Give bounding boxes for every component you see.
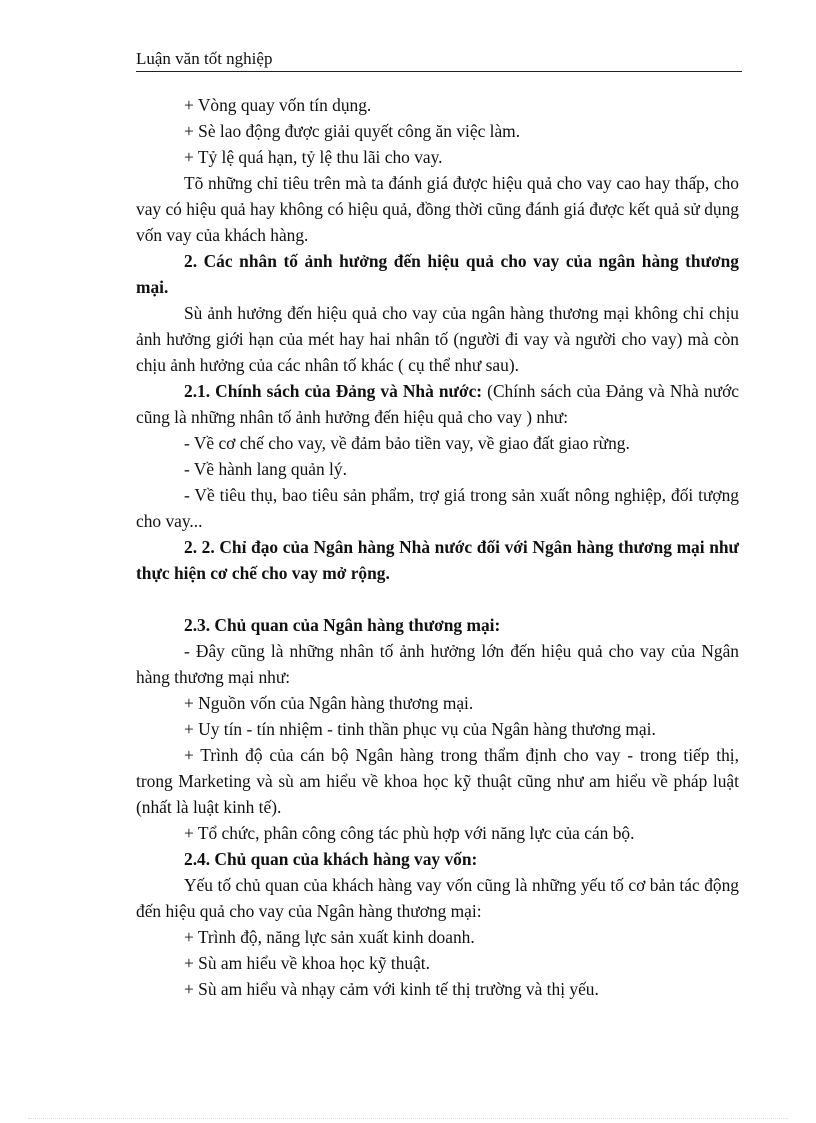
paragraph: Yếu tố chủ quan của khách hàng vay vốn cũng là những yếu tố cơ bản tác động đến hiệu quả cho vay của Ngân hàng thương mại:: [136, 875, 739, 921]
page-bottom-border: [28, 1118, 788, 1119]
paragraph: - Đây cũng là những nhân tố ảnh hưởng lớn đến hiệu quả cho vay của Ngân hàng thương mại như:: [136, 641, 739, 687]
list-item: + Sù am hiểu và nhạy cảm với kinh tế thị trường và thị yếu.: [184, 979, 599, 999]
list-item: + Vòng quay vốn tín dụng.: [184, 95, 372, 115]
list-item: - Về cơ chế cho vay, về đảm bảo tiền vay, về giao đất giao rừng.: [184, 433, 630, 453]
list-item: + Tổ chức, phân công công tác phù hợp với năng lực của cán bộ.: [184, 823, 635, 843]
paragraph: Tõ những chỉ tiêu trên mà ta đánh giá được hiệu quả cho vay cao hay thấp, cho vay có hiệu quả hay không có hiệu quả, đồng thời cũng đánh giá được kết quả sử dụng vốn vay của khách hàng.: [136, 173, 739, 245]
spacer: [136, 586, 739, 612]
list-item: + Sù am hiểu về khoa học kỹ thuật.: [184, 953, 430, 973]
list-item: + Tỷ lệ quá hạn, tỷ lệ thu lãi cho vay.: [184, 147, 443, 167]
list-item: + Uy tín - tín nhiệm - tinh thần phục vụ của Ngân hàng thương mại.: [184, 719, 656, 739]
list-item: - Về tiêu thụ, bao tiêu sản phẩm, trợ giá trong sản xuất nông nghiệp, đối tượng cho vay...: [136, 485, 739, 531]
list-item: + Sè lao động được giải quyết công ăn việc làm.: [184, 121, 521, 141]
section-heading-2: 2. Các nhân tố ảnh hưởng đến hiệu quả cho vay của ngân hàng thương mại.: [136, 251, 739, 297]
document-body: [136, 92, 739, 1002]
list-item: + Trình độ, năng lực sản xuất kinh doanh.: [184, 927, 475, 947]
section-heading-2-4: 2.4. Chủ quan của khách hàng vay vốn:: [184, 849, 478, 869]
section-heading-2-1: 2.1. Chính sách của Đảng và Nhà nước:: [184, 381, 483, 401]
section-2-1-paragraph: [136, 378, 739, 430]
section-heading-2-2: 2. 2. Chỉ đạo của Ngân hàng Nhà nước đối với Ngân hàng thương mại như thực hiện cơ chế cho vay mở rộng.: [136, 537, 739, 583]
list-item: - Về hành lang quản lý.: [184, 459, 347, 479]
list-item: + Trình độ của cán bộ Ngân hàng trong thẩm định cho vay - trong tiếp thị, trong Marketing và sù am hiểu về khoa học kỹ thuật cũng như am hiểu về pháp luật (nhất là luật kinh tế).: [136, 745, 739, 817]
header-title: Luận văn tốt nghiệp: [136, 49, 273, 68]
section-heading-2-3: 2.3. Chủ quan của Ngân hàng thương mại:: [184, 615, 501, 635]
page-header: [136, 48, 742, 72]
paragraph: Sù ảnh hưởng đến hiệu quả cho vay của ngân hàng thương mại không chỉ chịu ảnh hưởng giới hạn của mét hay hai nhân tố (người đi vay và người cho vay) mà còn chịu ảnh hưởng của các nhân tố khác ( cụ thể như sau).: [136, 303, 739, 375]
section-2-1-text: (Chính sách của Đảng và Nhà nước cũng là những nhân tố ảnh hưởng đến hiệu quả cho vay ) như:: [136, 381, 739, 427]
list-item: + Nguồn vốn của Ngân hàng thương mại.: [184, 693, 474, 713]
